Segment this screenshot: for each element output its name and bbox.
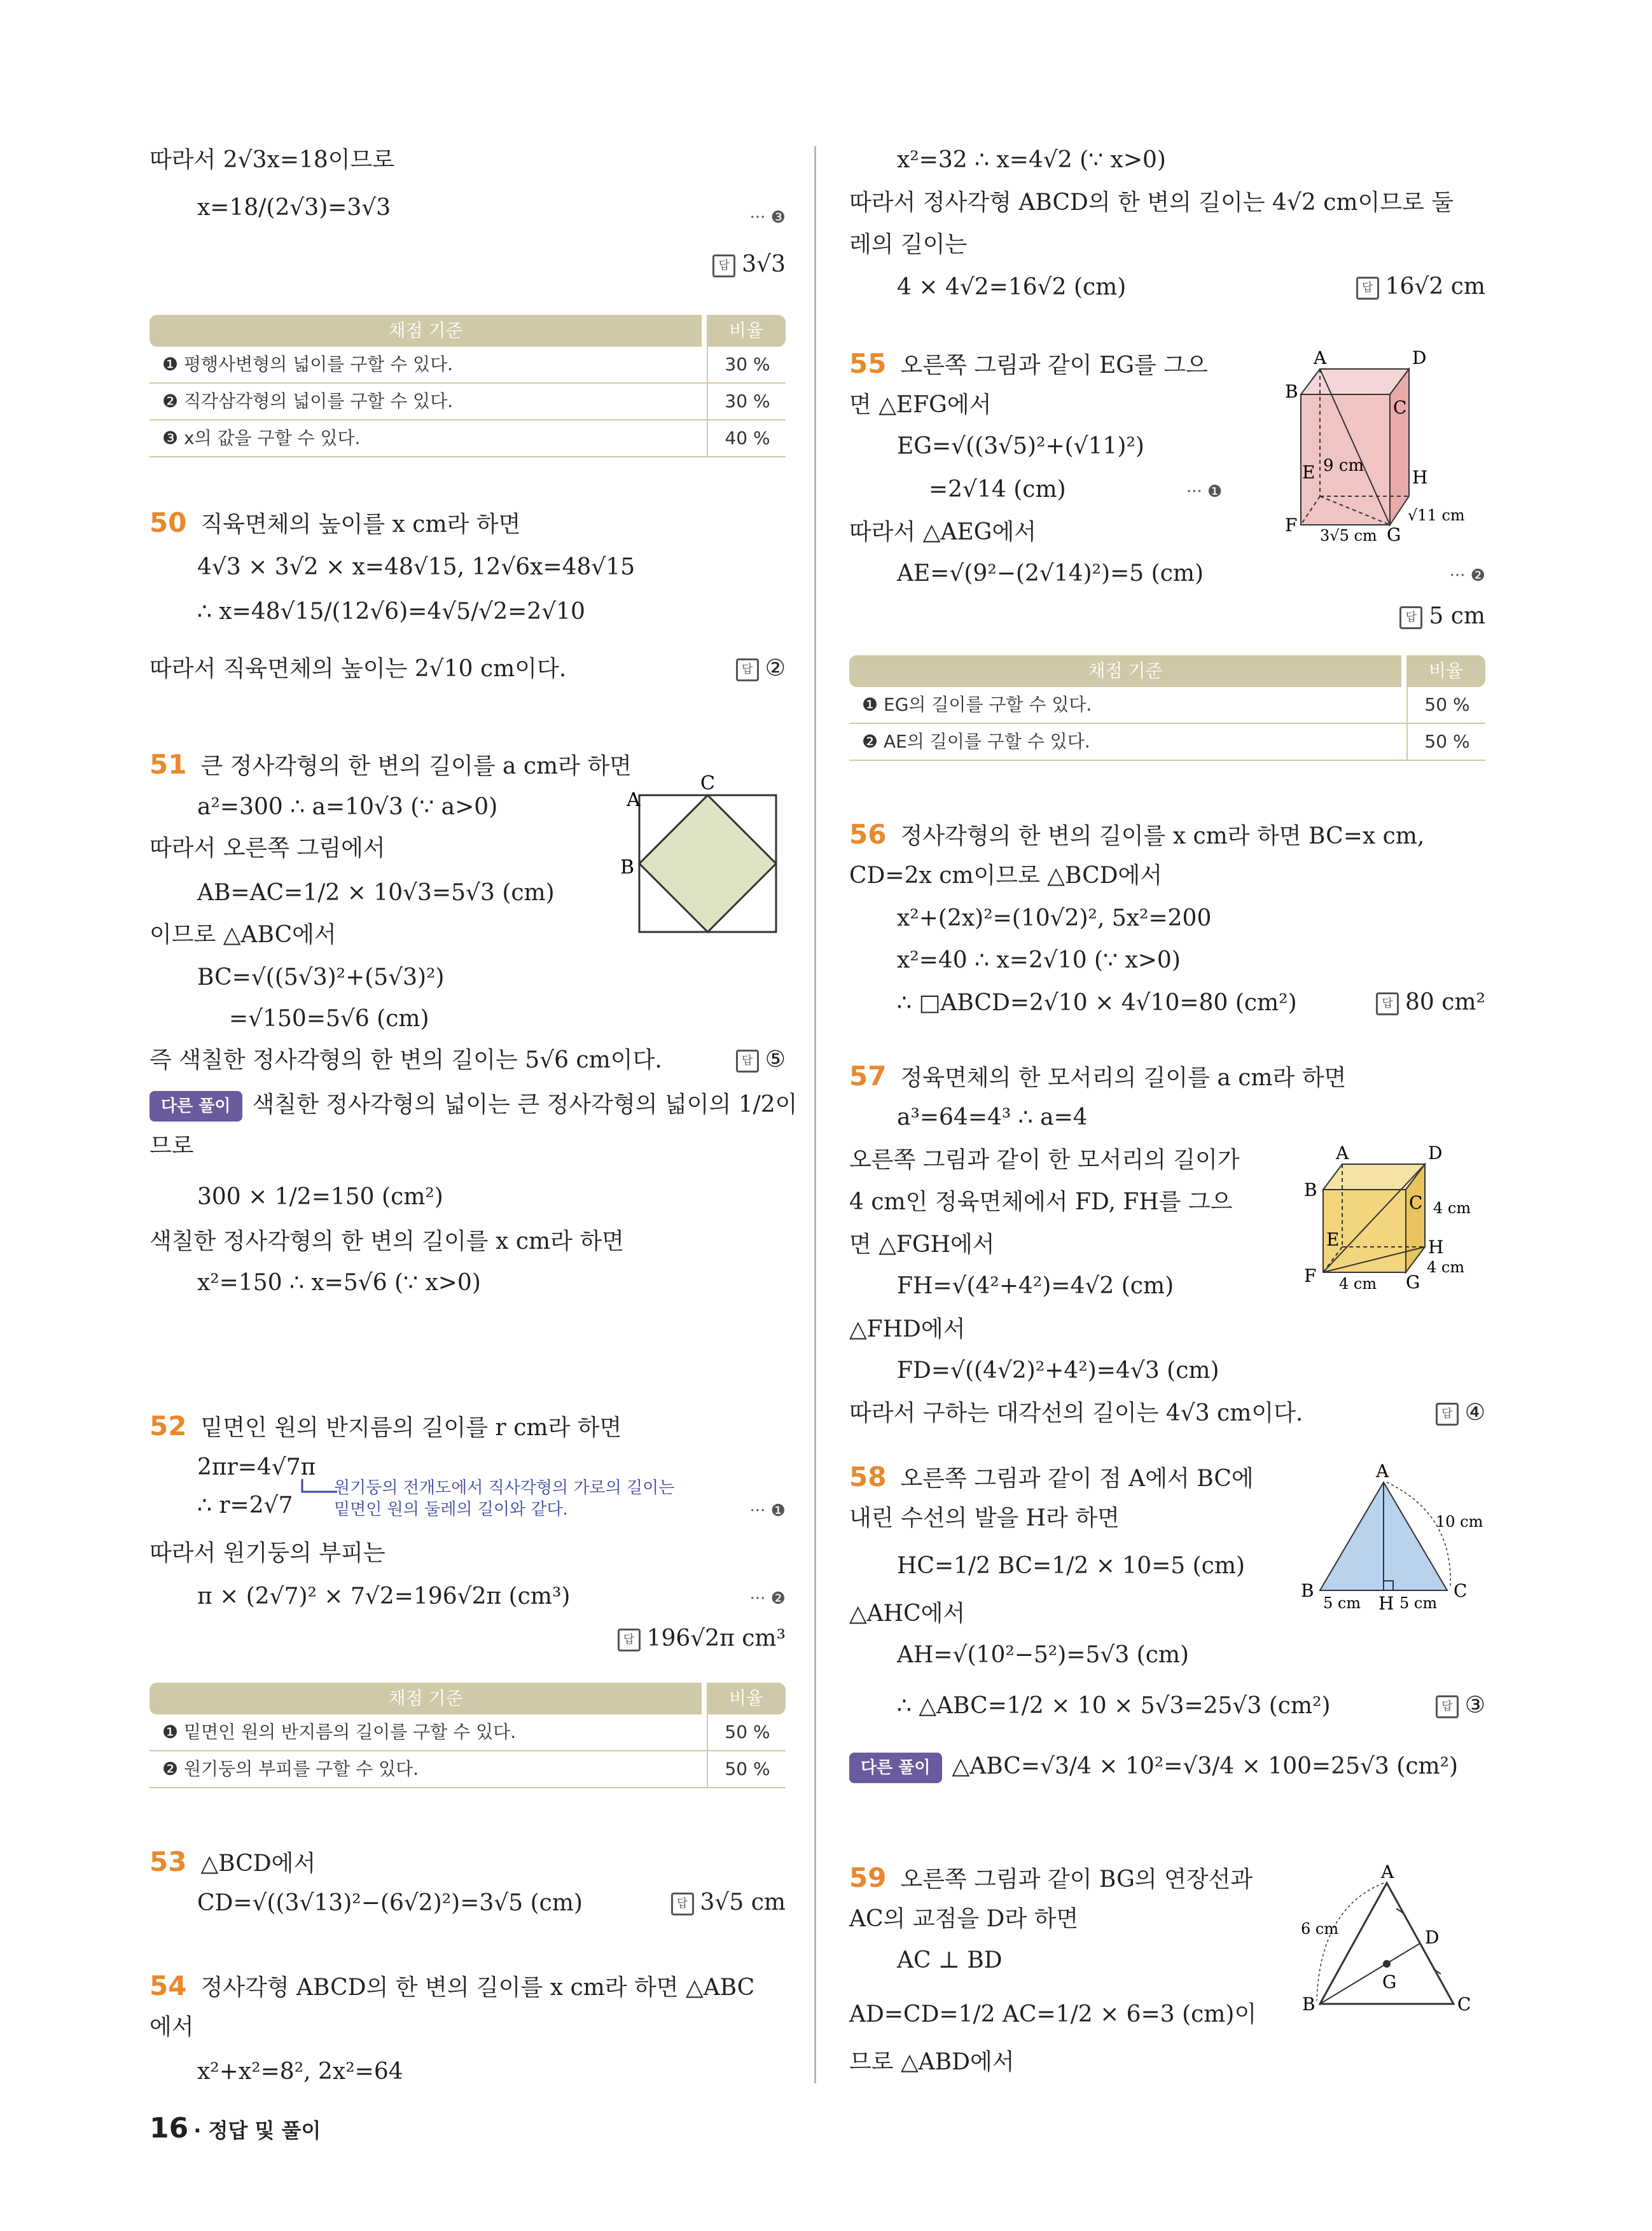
p51-line-8: 즉 색칠한 정사각형의 한 변의 길이는 5√6 cm이다.: [149, 1047, 662, 1073]
p55-line-2: 면 △EFG에서: [849, 392, 992, 418]
answer-icon: 답: [1436, 1695, 1459, 1718]
p57-answer: [1436, 1400, 1485, 1426]
dim-arc-ab: [1317, 1883, 1384, 2001]
side-face: [1390, 369, 1409, 525]
p52-marker-2: ··· ❷: [749, 1589, 786, 1608]
p51-line-7: =√150=5√6 (cm): [229, 1006, 429, 1032]
answer-icon: 답: [736, 658, 759, 681]
label-fg: 4 cm: [1339, 1275, 1377, 1293]
p50-line-4: 따라서 직육면체의 높이는 2√10 cm이다.: [149, 656, 567, 682]
p56-line-2: CD=2x cm이므로 △BCD에서: [849, 863, 1163, 889]
p56-answer-value: 80 cm²: [1405, 989, 1485, 1015]
p53-line-1: [149, 1848, 316, 1878]
label-d: D: [1428, 1145, 1443, 1164]
p58-alt-line: [849, 1753, 1458, 1783]
p53-line-2: CD=√((3√13)²−(6√2)²)=3√5 (cm): [197, 1890, 583, 1916]
rubric-header-ratio: 비율: [707, 315, 786, 347]
p55-answer: [1399, 603, 1485, 629]
p58-line-5: AH=√(10²−5²)=5√3 (cm): [897, 1642, 1190, 1668]
p58-line-3: HC=1/2 BC=1/2 × 10=5 (cm): [897, 1553, 1246, 1579]
p58-line-4: △AHC에서: [849, 1601, 966, 1627]
p49-answer-value: 3√3: [742, 251, 786, 277]
p54-line-3: x²+x²=8², 2x²=64: [197, 2059, 403, 2085]
p58-answer-value: ③: [1464, 1692, 1485, 1718]
label-gh: 4 cm: [1427, 1258, 1465, 1276]
p54t-line-2: 따라서 정사각형 ABCD의 한 변의 길이는 4√2 cm이므로 둘: [849, 190, 1454, 216]
problem-number: 54: [149, 1970, 187, 2001]
p55-marker-2: ··· ❷: [1449, 566, 1485, 585]
p51-alt-line-5: x²=150 ∴ x=5√6 (∵ x>0): [197, 1270, 481, 1296]
p59-line-4: AD=CD=1/2 AC=1/2 × 6=3 (cm)이: [849, 2001, 1257, 2027]
rubric-criteria: ❷ 직각삼각형의 넓이를 구할 수 있다.: [162, 391, 454, 412]
p51-answer: [736, 1046, 786, 1073]
answer-icon: 답: [736, 1050, 759, 1073]
answer-icon: 답: [1376, 992, 1399, 1015]
alt-solution-tag: 다른 풀이: [849, 1753, 942, 1783]
label-f: F: [1304, 1265, 1317, 1286]
p56-answer: [1376, 989, 1485, 1015]
answer-icon: 답: [671, 1893, 694, 1915]
p50-text-1: 직육면체의 높이를 x cm라 하면: [200, 511, 521, 538]
p58-text-1: 오른쪽 그림과 같이 점 A에서 BC에: [900, 1466, 1254, 1492]
rubric-row: [149, 1751, 786, 1788]
p52-note-2: 밑면인 원의 둘레의 길이와 같다.: [334, 1500, 568, 1519]
rubric-row: [149, 347, 786, 384]
right-column: [849, 137, 1485, 2083]
p57-line-8: FD=√((4√2)²+4²)=4√3 (cm): [897, 1358, 1219, 1384]
p57-line-2: a³=64=4³ ∴ a=4: [897, 1104, 1088, 1130]
label-b: B: [620, 856, 635, 879]
p54-line-2: 에서: [149, 2014, 194, 2040]
rubric-header-ratio: 비율: [1406, 655, 1485, 687]
p54-answer: [1356, 274, 1485, 300]
p55-figure-cuboid: [1256, 350, 1485, 560]
p49-marker-3: ··· ❸: [749, 208, 786, 227]
p56-line-5: ∴ □ABCD=2√10 × 4√10=80 (cm²): [897, 990, 1297, 1016]
answer-icon: 답: [618, 1629, 641, 1651]
p52-marker-1: ··· ❶: [749, 1501, 786, 1520]
rubric-criteria: ❷ AE의 길이를 구할 수 있다.: [862, 731, 1090, 752]
label-b: B: [1301, 1580, 1314, 1601]
p57-line-7: △FHD에서: [849, 1316, 966, 1342]
p51-line-3: 따라서 오른쪽 그림에서: [149, 835, 385, 861]
p51-alt-line-4: 색칠한 정사각형의 한 변의 길이를 x cm라 하면: [149, 1228, 624, 1255]
label-b: B: [1285, 381, 1298, 402]
problem-number: 53: [149, 1846, 187, 1877]
p57-line-9: 따라서 구하는 대각선의 길이는 4√3 cm이다.: [849, 1400, 1303, 1426]
label-g: G: [1406, 1272, 1420, 1293]
p54-text-1: 정사각형 ABCD의 한 변의 길이를 x cm라 하면 △ABC: [200, 1975, 755, 2001]
label-h: H: [1412, 467, 1428, 488]
alt-solution-tag: 다른 풀이: [149, 1091, 242, 1122]
page-number: 16: [149, 2112, 189, 2144]
p59-line-2: AC의 교점을 D라 하면: [849, 1906, 1079, 1932]
page-footer: [149, 2112, 321, 2144]
label-hc: 5 cm: [1399, 1594, 1438, 1612]
p55-marker-1: ··· ❶: [1186, 482, 1223, 501]
p54t-line-3: 레의 길이는: [849, 232, 968, 258]
p49-line-2: x=18/(2√3)=3√3: [197, 195, 391, 221]
rubric-header-ratio: 비율: [707, 1683, 786, 1714]
p54t-line-1: x²=32 ∴ x=4√2 (∵ x>0): [897, 147, 1166, 173]
p58-line-2: 내린 수선의 발을 H라 하면: [849, 1505, 1120, 1531]
p51-line-2: a²=300 ∴ a=10√3 (∵ a>0): [197, 794, 498, 820]
p55-rubric-table: [849, 655, 1485, 761]
problem-number: 51: [149, 749, 187, 780]
footer-title: · 정답 및 풀이: [193, 2118, 321, 2143]
problem-number: 56: [849, 819, 887, 850]
p57-figure-cube: [1288, 1145, 1485, 1330]
label-6cm: 6 cm: [1301, 1920, 1339, 1938]
label-a: A: [627, 789, 641, 811]
label-a: A: [1314, 350, 1327, 368]
rubric-ratio: 40 %: [707, 420, 787, 456]
p54-answer-value: 16√2 cm: [1385, 274, 1485, 300]
rubric-criteria: ❸ x의 값을 구할 수 있다.: [162, 427, 361, 448]
label-f: F: [1285, 515, 1298, 536]
label-fg: 3√5 cm: [1320, 527, 1377, 545]
label-ch: 4 cm: [1433, 1199, 1471, 1217]
p58-line-6: ∴ △ABC=1/2 × 10 × 5√3=25√3 (cm²): [897, 1693, 1331, 1719]
label-a: A: [1376, 1463, 1389, 1482]
problem-number: 57: [849, 1060, 887, 1092]
p49-rubric-table: [149, 315, 786, 457]
rubric-row: [849, 687, 1485, 724]
problem-number: 58: [849, 1461, 887, 1492]
rubric-ratio: 50 %: [1406, 687, 1487, 723]
column-divider: [814, 146, 816, 2083]
p51-text-1: 큰 정사각형의 한 변의 길이를 a cm라 하면: [200, 753, 632, 779]
rubric-header-criteria: 채점 기준: [849, 655, 1401, 687]
p55-answer-value: 5 cm: [1429, 603, 1485, 629]
rubric-criteria: ❶ 밑면인 원의 반지름의 길이를 구할 수 있다.: [162, 1721, 517, 1742]
rubric-row: [149, 1714, 786, 1751]
p52-line-3: ∴ r=2√7: [197, 1492, 293, 1519]
label-h: H: [1428, 1237, 1444, 1258]
label-g: G: [1387, 524, 1401, 545]
p52-line-1: [149, 1412, 621, 1442]
p51-alt-line-2: 므로: [149, 1133, 194, 1159]
p57-line-4: 4 cm인 정육면체에서 FD, FH를 그으: [849, 1189, 1233, 1215]
rubric-header-criteria: 채점 기준: [149, 315, 702, 347]
label-e: E: [1302, 462, 1315, 483]
label-a: A: [1381, 1864, 1394, 1882]
p56-line-3: x²+(2x)²=(10√2)², 5x²=200: [897, 905, 1212, 931]
p56-line-4: x²=40 ∴ x=2√10 (∵ x>0): [897, 947, 1181, 973]
p52-note-1: 원기둥의 전개도에서 직사각형의 가로의 길이는: [334, 1478, 675, 1498]
answer-icon: 답: [1399, 606, 1422, 629]
label-d: D: [1425, 1927, 1440, 1948]
answer-icon: 답: [712, 254, 735, 277]
label-e: E: [1326, 1229, 1340, 1250]
p59-line-5: 므로 △ABD에서: [849, 2049, 1015, 2075]
left-column: [149, 137, 798, 2085]
p55-line-1: [849, 350, 1208, 380]
label-c: C: [1457, 1994, 1471, 2015]
p51-line-1: [149, 751, 632, 781]
p58-figure-triangle: [1295, 1463, 1485, 1622]
rubric-ratio: 30 %: [707, 347, 787, 382]
p56-text-1: 정사각형의 한 변의 길이를 x cm라 하면 BC=x cm,: [900, 823, 1425, 849]
p51-line-6: BC=√((5√3)²+(5√3)²): [197, 964, 445, 990]
label-c: C: [1409, 1192, 1423, 1213]
p50-line-2: 4√3 × 3√2 × x=48√15, 12√6x=48√15: [197, 554, 635, 580]
p52-answer-value: 196√2π cm³: [646, 1625, 786, 1651]
label-c: C: [700, 773, 715, 795]
p54t-line-4: 4 × 4√2=16√2 (cm): [897, 274, 1127, 300]
p53-answer: [671, 1889, 786, 1915]
p50-line-1: [149, 509, 520, 539]
p58-answer: [1436, 1692, 1485, 1718]
centroid-g: [1383, 1960, 1391, 1968]
p51-alt-text-1: 색칠한 정사각형의 넓이는 큰 정사각형의 넓이의 1/2이: [252, 1092, 798, 1118]
p57-line-3: 오른쪽 그림과 같이 한 모서리의 길이가: [849, 1147, 1240, 1173]
p55-text-1: 오른쪽 그림과 같이 EG를 그으: [900, 352, 1208, 379]
p49-line-1: 따라서 2√3x=18이므로: [149, 147, 395, 173]
p52-text-1: 밑면인 원의 반지름의 길이를 r cm라 하면: [200, 1415, 622, 1441]
rubric-ratio: 30 %: [707, 384, 787, 419]
rubric-ratio: 50 %: [707, 1714, 787, 1750]
label-d: D: [1412, 350, 1427, 368]
p55-line-3: EG=√((3√5)²+(√11)²): [897, 433, 1144, 459]
p52-rubric-table: [149, 1683, 786, 1788]
rubric-criteria: ❶ EG의 길이를 구할 수 있다.: [862, 694, 1092, 715]
label-gh: √11 cm: [1408, 506, 1465, 524]
label-b: B: [1304, 1179, 1317, 1200]
p51-line-4: AB=AC=1/2 × 10√3=5√3 (cm): [197, 880, 555, 906]
p51-line-5: 이므로 △ABC에서: [149, 922, 337, 948]
p57-line-5: 면 △FGH에서: [849, 1232, 995, 1258]
p50-line-3: ∴ x=48√15/(12√6)=4√5/√2=2√10: [197, 599, 585, 625]
p55-line-5: 따라서 △AEG에서: [849, 519, 1037, 545]
rubric-header-criteria: 채점 기준: [149, 1683, 702, 1714]
answer-icon: 답: [1436, 1403, 1459, 1426]
p55-line-4: =2√14 (cm): [929, 476, 1066, 503]
p59-figure-triangle: [1295, 1864, 1485, 2036]
label-bh: 5 cm: [1323, 1594, 1361, 1612]
rubric-row: [149, 420, 786, 457]
answer-icon: 답: [1356, 277, 1379, 300]
p51-figure-square: [620, 773, 786, 964]
problem-number: 52: [149, 1410, 187, 1442]
p53-answer-value: 3√5 cm: [700, 1889, 786, 1915]
segment-bd: [1320, 1943, 1420, 2004]
p54-line-1: [149, 1972, 754, 2002]
rubric-criteria: ❶ 평행사변형의 넓이를 구할 수 있다.: [162, 354, 454, 375]
p55-line-6: AE=√(9²−(2√14)²)=5 (cm): [897, 560, 1204, 587]
problem-number: 55: [849, 348, 887, 379]
p52-line-2: 2πr=4√7π: [197, 1454, 316, 1480]
shaded-square: [639, 795, 776, 932]
p52-answer: [618, 1625, 786, 1651]
p59-line-1: [849, 1864, 1253, 1894]
label-a: A: [1336, 1145, 1349, 1164]
rubric-criteria: ❷ 원기둥의 부피를 구할 수 있다.: [162, 1758, 419, 1779]
p57-line-1: [849, 1062, 1346, 1092]
problem-number: 59: [849, 1862, 887, 1893]
label-9cm: 9 cm: [1323, 456, 1364, 475]
p58-line-1: [849, 1463, 1254, 1493]
p57-line-6: FH=√(4²+4²)=4√2 (cm): [897, 1273, 1174, 1299]
rubric-header: [149, 315, 786, 347]
problem-number: 50: [149, 507, 187, 538]
label-c: C: [1393, 397, 1407, 418]
rubric-header: [149, 1683, 786, 1714]
rubric-row: [849, 724, 1485, 761]
p59-line-3: AC ⊥ BD: [897, 1947, 1003, 1973]
p49-answer: [712, 251, 786, 277]
p50-answer: [736, 655, 786, 681]
rubric-row: [149, 384, 786, 420]
p53-text-1: △BCD에서: [200, 1851, 316, 1877]
p58-alt-text: △ABC=√3/4 × 10²=√3/4 × 100=25√3 (cm²): [952, 1753, 1459, 1779]
p50-answer-value: ②: [765, 655, 786, 681]
rubric-header: [849, 655, 1485, 687]
label-h: H: [1378, 1593, 1394, 1614]
label-g: G: [1382, 1971, 1397, 1992]
rubric-ratio: 50 %: [1406, 724, 1487, 760]
p51-alt-line-3: 300 × 1/2=150 (cm²): [197, 1184, 443, 1210]
p52-line-5: π × (2√7)² × 7√2=196√2π (cm³): [197, 1583, 571, 1609]
rubric-ratio: 50 %: [707, 1751, 787, 1787]
label-b: B: [1302, 1994, 1315, 2015]
p51-alt-line-1: [149, 1091, 797, 1122]
p52-line-4: 따라서 원기둥의 부피는: [149, 1540, 385, 1566]
p57-answer-value: ④: [1464, 1400, 1485, 1426]
p57-text-1: 정육면체의 한 모서리의 길이를 a cm라 하면: [900, 1065, 1347, 1091]
p59-text-1: 오른쪽 그림과 같이 BG의 연장선과: [900, 1866, 1253, 1893]
label-c: C: [1454, 1580, 1468, 1601]
label-10cm: 10 cm: [1436, 1513, 1483, 1531]
p51-answer-value: ⑤: [765, 1046, 786, 1073]
p56-line-1: [849, 821, 1424, 851]
